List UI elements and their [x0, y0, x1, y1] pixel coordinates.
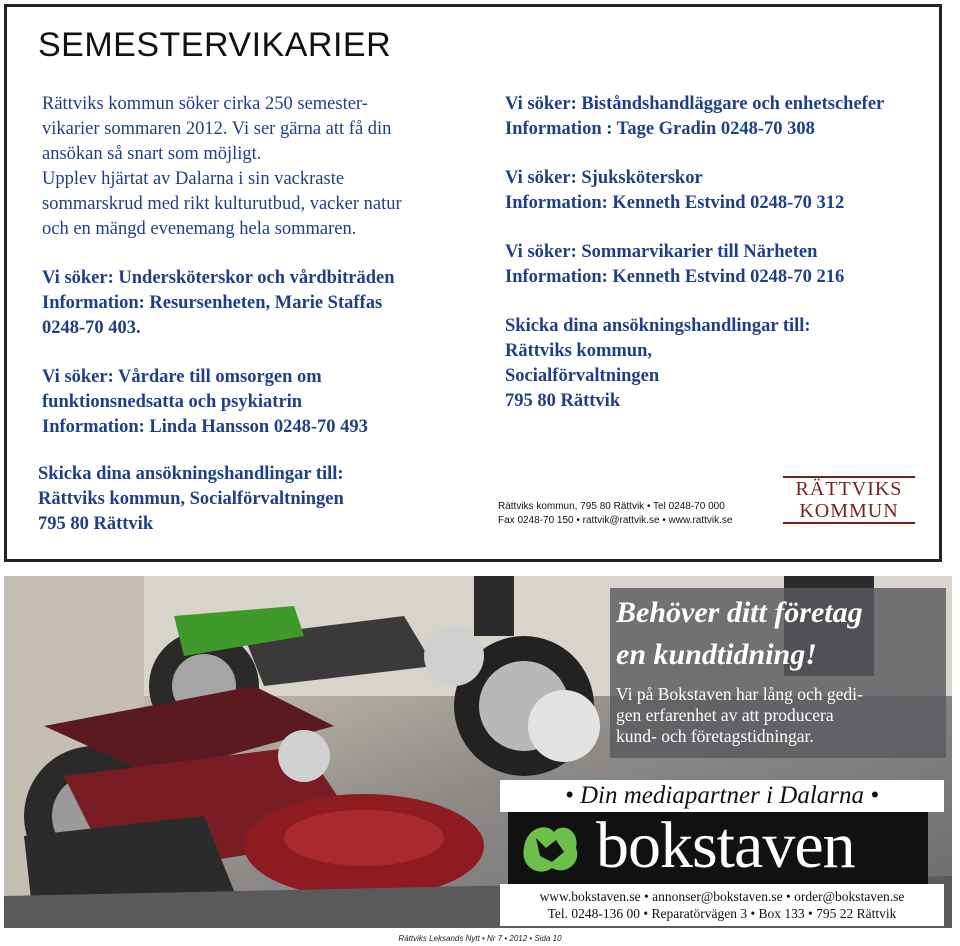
page-footer: Rättviks Leksands Nytt • Nr 7 • 2012 • Sida 10 [398, 934, 562, 943]
ad-headline: Behöver ditt företag en kundtidning! [616, 596, 863, 671]
bokstaven-brand [508, 809, 928, 884]
logo-line-2: KOMMUN [799, 500, 899, 522]
brand-contact [500, 884, 944, 926]
job-listing-vardare: Vi söker: Vårdare till omsorgen om funktionsnedsatta och psykiatrin Information: Linda Hansson 0248-70 493 [42, 367, 368, 437]
contact-line-1: Rättviks kommun, 795 80 Rättvik • Tel 0248-70 000 [498, 501, 725, 512]
left-column [42, 92, 462, 464]
job-listing-undersköterskor: Vi söker: Undersköterskor och vårdbiträden Information: Resursenheten, Marie Staffas 0248-70 403. [42, 268, 395, 338]
brand-contact-line-1: www.bokstaven.se • annonser@bokstaven.se • order@bokstaven.se [539, 889, 905, 904]
rattviks-kommun-logo [783, 476, 915, 526]
intro-text: Rättviks kommun söker cirka 250 semester- vikarier sommaren 2012. Vi ser gärna att få din ansökan så snart som möjligt. Upplev hjärtat av Dalarna i sin vackraste sommarskrud med rikt kulturutbud, vacker natur och en mängd evenemang hela sommaren. [42, 94, 402, 239]
contact-line-2: Fax 0248-70 150 • rattvik@rattvik.se • www.rattvik.se [498, 515, 733, 526]
right-column [505, 92, 935, 438]
logo-line-1: RÄTTVIKS [795, 478, 903, 500]
contact-info [498, 500, 732, 528]
job-listing-sjukskoterskor: Vi söker: Sjuksköterskor Information: Kenneth Estvind 0248-70 312 [505, 168, 845, 213]
tagline: • Din mediapartner i Dalarna • [564, 782, 880, 809]
job-listing-sommarvikarier: Vi söker: Sommarvikarier till Närheten Information: Kenneth Estvind 0248-70 216 [505, 242, 845, 287]
right-apply-address: Skicka dina ansökningshandlingar till: Rättviks kommun, Socialförvaltningen 795 80 Rättvik [505, 316, 811, 411]
ad-body-text: Vi på Bokstaven har lång och gedi- gen erfarenhet av att producera kund- och företagstidningar. [616, 684, 863, 746]
page-title: SEMESTERVIKARIER [38, 26, 392, 64]
leaf-icon [516, 818, 586, 880]
brand-name: bokstaven [596, 809, 855, 882]
job-listing-bistand: Vi söker: Biståndshandläggare och enhetschefer Information : Tage Gradin 0248-70 308 [505, 94, 885, 139]
brand-contact-line-2: Tel. 0248-136 00 • Reparatörvägen 3 • Box 133 • 795 22 Rättvik [547, 906, 897, 921]
left-apply-address: Skicka dina ansökningshandlingar till: Rättviks kommun, Socialförvaltningen 795 80 Rättvik [38, 464, 344, 534]
